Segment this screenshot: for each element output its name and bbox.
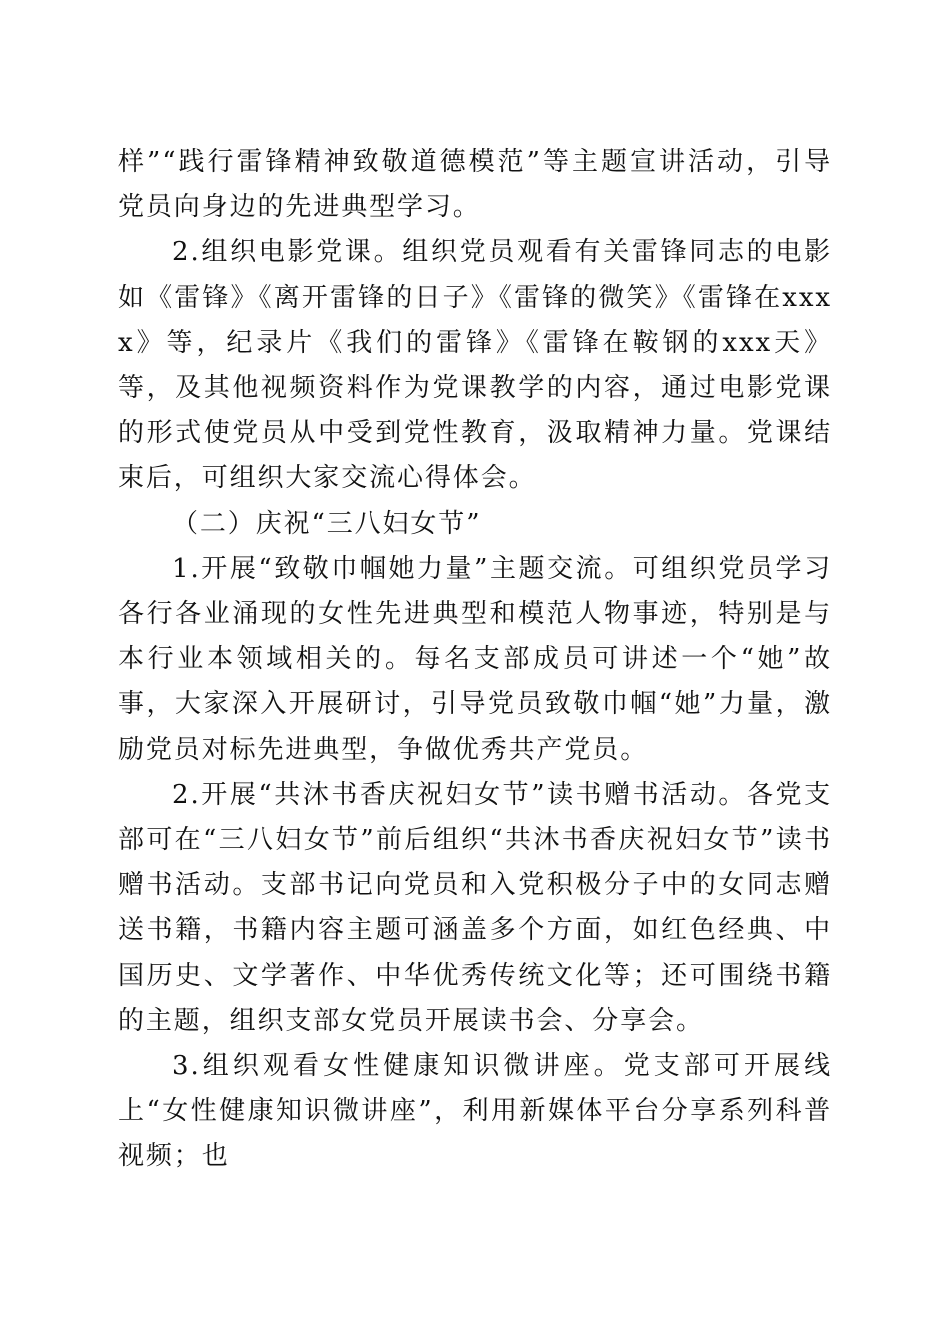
paragraph-reading-activity: 2.开展“共沐书香庆祝妇女节”读书赠书活动。各党支部可在“三八妇女节”前后组织“共沐书香庆祝妇女节”读书赠书活动。支部书记向党员和入党积极分子中的女同志赠送书籍，书籍内容主题可涵盖多个方面，如红色经典、中国历史、文学著作、中华优秀传统文化等；还可围绕书籍的主题，组织支部女党员开展读书会、分享会。 <box>118 779 832 1036</box>
paragraph-film-party-lesson: 2.组织电影党课。组织党员观看有关雷锋同志的电影如《雷锋》《离开雷锋的日子》《雷锋的微笑》《雷锋在xxxx》等，纪录片《我们的雷锋》《雷锋在鞍钢的xxx天》等，及其他视频资料作为党课教学的内容，通过电影党课的形式使党员从中受到党性教育，汲取精神力量。党课结束后，可组织大家交流心得体会。 <box>118 237 832 494</box>
paragraph-tribute-exchange: 1.开展“致敬巾帼她力量”主题交流。可组织党员学习各行各业涌现的女性先进典型和模范人物事迹，特别是与本行业本领域相关的。每名支部成员可讲述一个“她”故事，大家深入开展研讨，引导党员致敬巾帼“她”力量，激励党员对标先进典型，争做优秀共产党员。 <box>118 553 832 765</box>
paragraph-continuation: 样”“践行雷锋精神致敬道德模范”等主题宣讲活动，引导党员向身边的先进典型学习。 <box>118 147 832 223</box>
paragraph-health-lecture: 3.组织观看女性健康知识微讲座。党支部可开展线上“女性健康知识微讲座”，利用新媒体平台分享系列科普视频；也 <box>118 1051 832 1172</box>
document-body <box>118 140 832 1180</box>
section-heading-womens-day: （二）庆祝“三八妇女节” <box>172 508 482 539</box>
